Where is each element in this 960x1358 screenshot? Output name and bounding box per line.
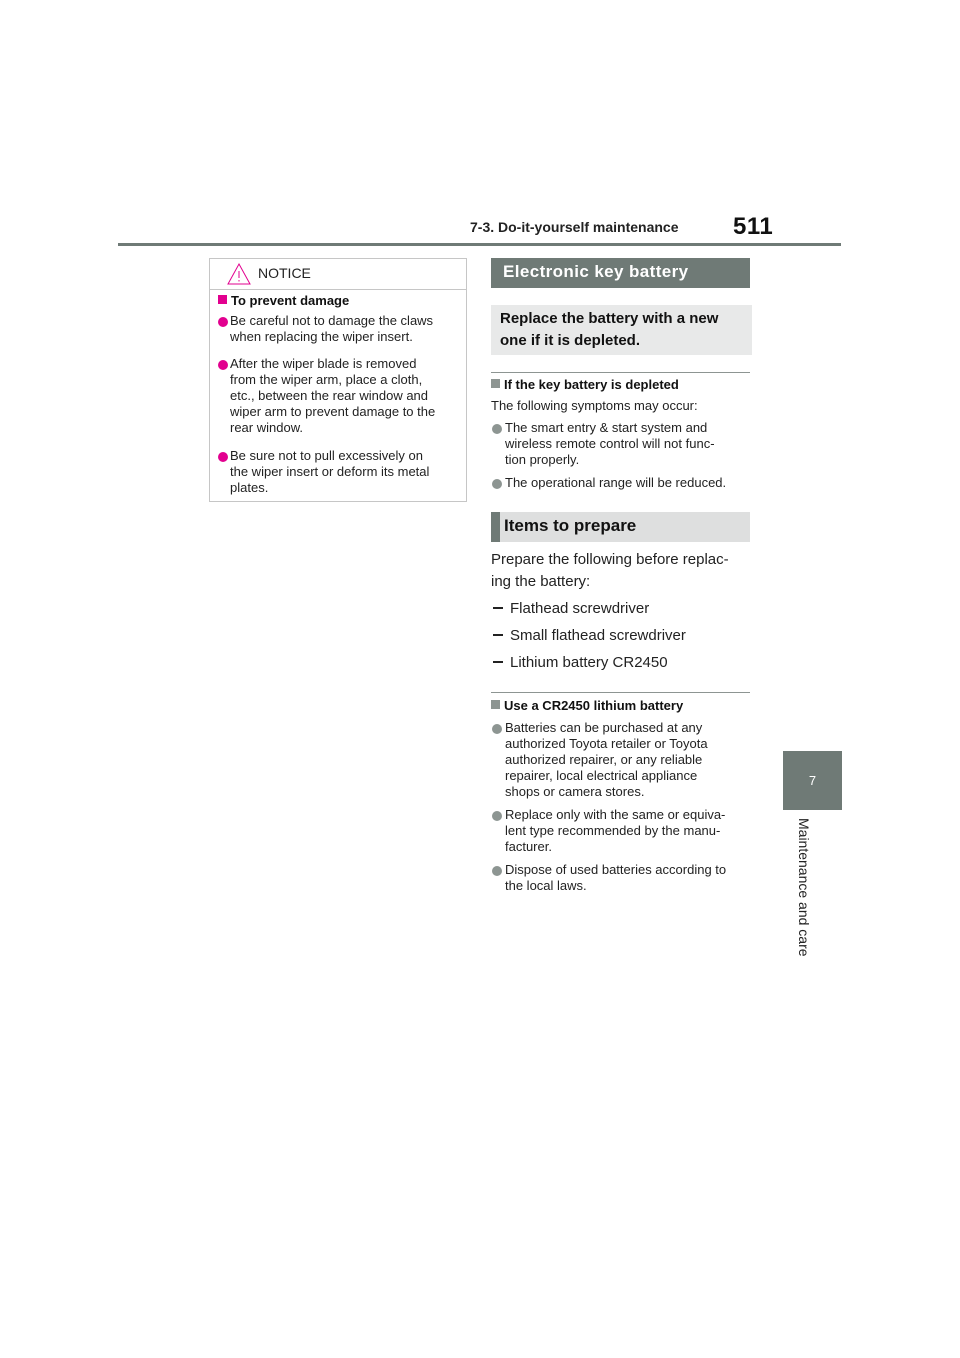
gray-bullet-icon	[492, 866, 502, 876]
dash-bullet-icon	[493, 607, 503, 609]
symptom-item: The operational range will be reduced.	[505, 475, 727, 490]
battery-note-heading: Use a CR2450 lithium battery	[491, 698, 683, 713]
prepare-item: Flathead screwdriver	[493, 600, 649, 617]
gray-bullet-icon	[492, 724, 502, 734]
notice-item: After the wiper blade is removed from the wiper arm, place a cloth, etc., between the rear window and wiper arm to prevent damage to the rear window.	[230, 356, 436, 435]
dash-bullet-icon	[493, 661, 503, 663]
header-rule	[118, 243, 841, 246]
electronic-key-battery-heading: Electronic key battery	[491, 258, 750, 288]
depleted-heading: If the key battery is depleted	[491, 377, 679, 392]
notice-box	[209, 258, 467, 502]
page-number: 511	[733, 213, 774, 240]
battery-note-item: Dispose of used batteries according to the local laws.	[505, 862, 727, 893]
notice-item: Be careful not to damage the claws when replacing the wiper insert.	[230, 313, 434, 344]
summary-box: Replace the battery with a new one if it is depleted.	[491, 305, 752, 355]
chapter-tab	[783, 751, 842, 810]
notice-label: NOTICE	[258, 265, 311, 281]
prepare-intro: Prepare the following before replac- ing the battery:	[491, 551, 729, 590]
items-to-prepare-heading: Items to prepare	[491, 512, 750, 542]
prepare-item: Small flathead screwdriver	[493, 627, 686, 644]
section-title: 7-3. Do-it-yourself maintenance	[470, 219, 679, 235]
battery-note-item: Batteries can be purchased at any authorized Toyota retailer or Toyota authorized repairer, or any reliable repairer, local electrical appliance shops or camera stores.	[505, 720, 708, 799]
battery-note-item: Replace only with the same or equiva- lent type recommended by the manu- facturer.	[505, 807, 726, 854]
warning-triangle-icon	[226, 262, 252, 286]
chapter-title: Maintenance and care	[796, 818, 812, 957]
depleted-intro: The following symptoms may occur:	[491, 398, 698, 413]
prepare-item: Lithium battery CR2450	[493, 654, 668, 671]
gray-square-icon	[491, 379, 500, 388]
gray-bullet-icon	[492, 479, 502, 489]
gray-bullet-icon	[492, 424, 502, 434]
notice-heading: To prevent damage	[218, 293, 349, 308]
dash-bullet-icon	[493, 634, 503, 636]
pink-square-icon	[218, 295, 227, 304]
chapter-number: 7	[808, 773, 817, 788]
pink-bullet-icon	[218, 452, 228, 462]
pink-bullet-icon	[218, 317, 228, 327]
notice-header	[210, 259, 466, 290]
gray-square-icon	[491, 700, 500, 709]
divider	[491, 692, 750, 693]
symptom-item: The smart entry & start system and wireless remote control will not func- tion properly.	[505, 420, 715, 467]
gray-bullet-icon	[492, 811, 502, 821]
notice-item: Be sure not to pull excessively on the wiper insert or deform its metal plates.	[230, 448, 430, 495]
divider	[491, 372, 750, 373]
pink-bullet-icon	[218, 360, 228, 370]
